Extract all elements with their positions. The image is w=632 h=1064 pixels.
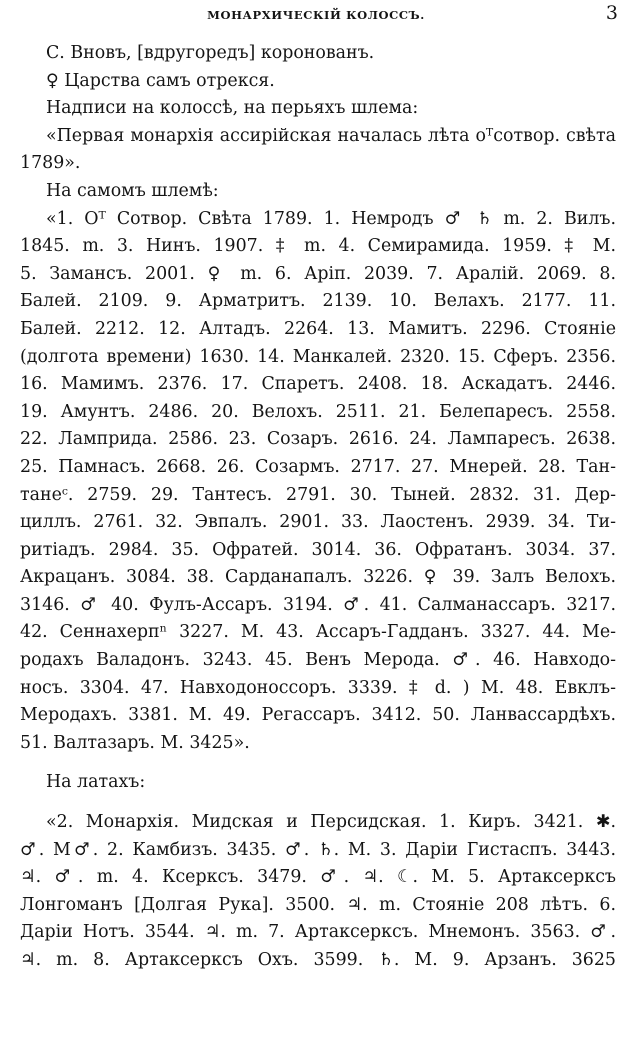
running-title: МОНАРХИЧЕСКІЙ КОЛОССЪ. — [207, 8, 425, 22]
paragraph-first-monarchy — [0, 123, 632, 178]
section-spacer — [0, 797, 632, 809]
page-body — [0, 40, 632, 975]
text-line: ритіадъ. 2984. 35. Офратей. 3014. 36. Офратанъ. 3034. 37. — [20, 539, 616, 560]
text-line: Надписи на колоссѣ, на перьяхъ шлема: — [46, 98, 419, 119]
text-line: Акрацанъ. 3084. 38. Сарданапалъ. 3226. ♀ 39. Залъ Велохъ. — [20, 567, 616, 588]
paragraph-abdicated — [0, 68, 632, 96]
paragraph-helmet-heading — [0, 178, 632, 206]
text-line: ♃. m. 8. Артаксерксъ Охъ. 3599. ♄. М. 9. Арзанъ. 3625 — [20, 950, 616, 970]
text-line: 5. Замансъ. 2001. ♀ m. 6. Аріп. 2039. 7. Аралій. 2069. 8. — [20, 263, 616, 284]
text-line: 3146. ♂ 40. Фулъ-Ассаръ. 3194. ♂. 41. Салманассаръ. 3217. — [20, 594, 616, 615]
page-header — [0, 2, 632, 28]
text-line: 51. Валтазаръ. М. 3425». — [20, 732, 250, 753]
text-line: Балей. 2212. 12. Алтадъ. 2264. 13. Мамитъ. 2296. Стояніе — [20, 318, 616, 339]
text-line: ♀ Царства самъ отрекся. — [46, 70, 275, 91]
text-line: «1. Оᵀ Сотвор. Свѣта 1789. 1. Немродъ ♂ ♄ m. 2. Вилъ. — [46, 208, 616, 229]
text-line: 1789». — [20, 153, 81, 174]
text-line: носъ. 3304. 47. Навходоноссоръ. 3339. ‡ d. ) М. 48. Евклъ- — [20, 677, 616, 698]
text-line: циллъ. 2761. 32. Эвпалъ. 2901. 33. Лаостенъ. 2939. 34. Ти- — [20, 512, 616, 533]
text-line: танеᶜ. 2759. 29. Тантесъ. 2791. 30. Тыней. 2832. 31. Дер- — [20, 484, 616, 505]
text-line: 25. Памнасъ. 2668. 26. Созармъ. 2717. 27. Мнерей. 28. Тан- — [20, 456, 616, 477]
section-spacer — [0, 757, 632, 769]
text-line: Лонгоманъ [Долгая Рука]. 3500. ♃. m. Стояніе 208 лѣтъ. 6. — [20, 894, 616, 915]
text-line: родахъ Валадонъ. 3243. 45. Венъ Мерода. ♂. 46. Навходо- — [20, 650, 616, 671]
paragraph-armour-list — [0, 809, 632, 975]
text-line: Даріи Нотъ. 3544. ♃. m. 7. Артаксерксъ. Мнемонъ. 3563. ♂. — [20, 922, 616, 943]
text-line: «2. Монархія. Мидская и Персидская. 1. Киръ. 3421. ✱. — [46, 812, 616, 833]
paragraph-inscriptions-heading — [0, 95, 632, 123]
text-line: 19. Амунтъ. 2486. 20. Велохъ. 2511. 21. Белепаресъ. 2558. — [20, 401, 616, 422]
text-line: 1845. m. 3. Нинъ. 1907. ‡ m. 4. Семирамида. 1959. ‡ М. — [20, 236, 616, 257]
text-line: (долгота времени) 1630. 14. Манкалей. 2320. 15. Сферъ. 2356. — [20, 346, 616, 367]
text-line: Балей. 2109. 9. Арматритъ. 2139. 10. Велахъ. 2177. 11. — [20, 291, 616, 312]
paragraph-crowned — [0, 40, 632, 68]
paragraph-helmet-list — [0, 206, 632, 758]
text-line: 42. Сеннахерпⁿ 3227. М. 43. Ассаръ-Гадданъ. 3327. 44. Ме- — [20, 622, 616, 643]
paragraph-armour-heading — [0, 769, 632, 797]
text-line: Меродахъ. 3381. М. 49. Регассаръ. 3412. 50. Ланвассардѣхъ. — [20, 705, 616, 726]
text-line: 16. Мамимъ. 2376. 17. Спаретъ. 2408. 18. Аскадатъ. 2446. — [20, 374, 616, 395]
text-line: ♂. М♂. 2. Камбизъ. 3435. ♂. ♄. М. 3. Даріи Гистаспъ. 3443. — [20, 839, 616, 860]
text-line: ♃. ♂. m. 4. Ксерксъ. 3479. ♂. ♃. ☾. М. 5. Артаксерксъ — [20, 867, 616, 888]
text-line: На латахъ: — [46, 772, 146, 793]
text-line: 22. Ламприда. 2586. 23. Созаръ. 2616. 24. Лампаресъ. 2638. — [20, 429, 616, 450]
text-line: На самомъ шлемѣ: — [46, 180, 219, 201]
text-line: С. Вновъ, [вдругоредъ] коронованъ. — [46, 43, 375, 63]
page-number: 3 — [605, 2, 618, 24]
text-line: «Первая монархія ассирійская началась лѣта оᵀсотвор. свѣта — [46, 125, 616, 146]
